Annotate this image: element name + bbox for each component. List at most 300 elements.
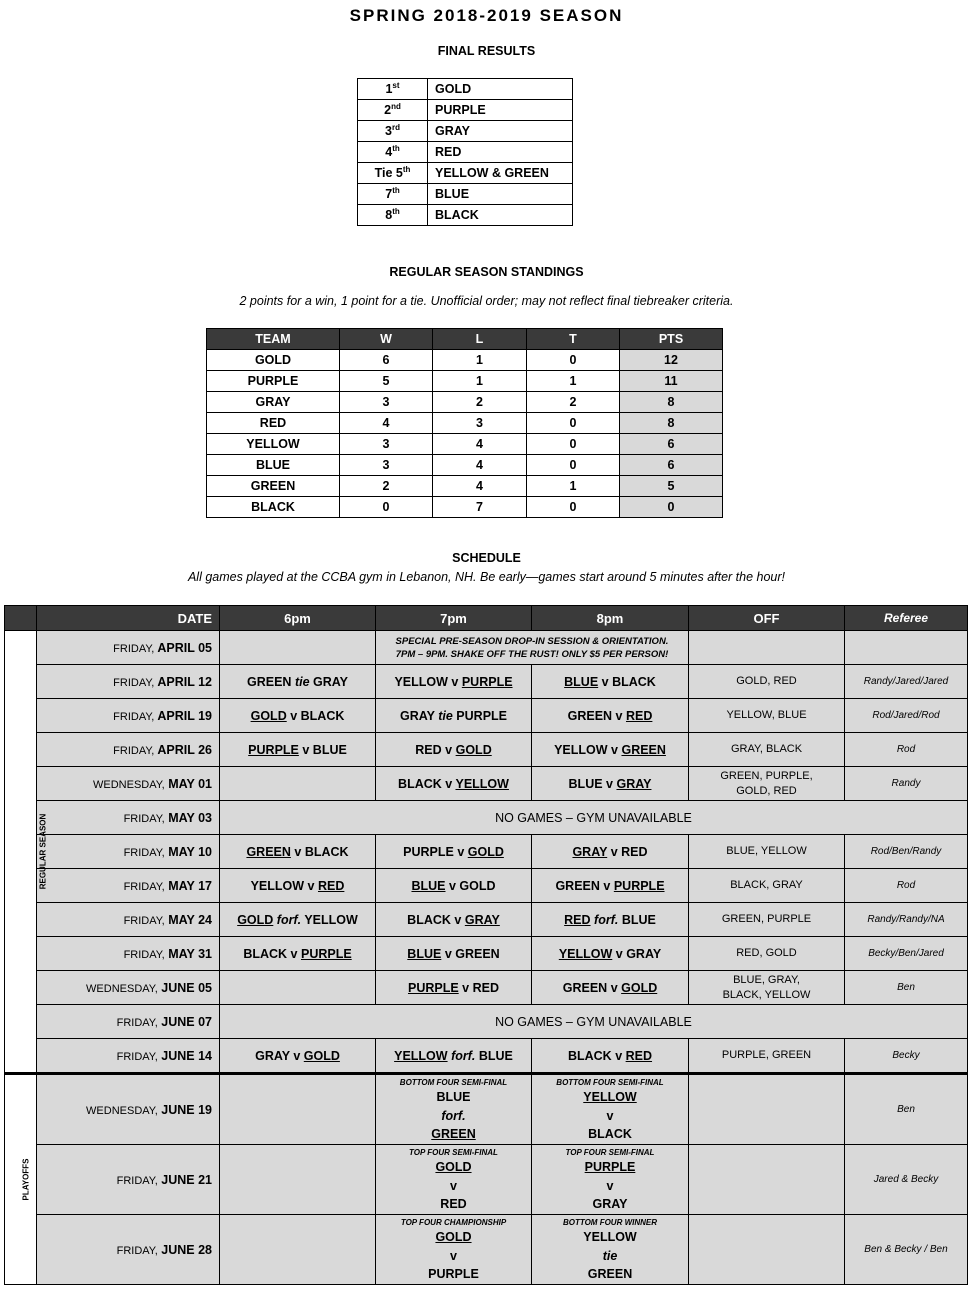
game-separator: v — [450, 1178, 457, 1193]
standings-row — [207, 434, 723, 455]
game-cell-g7 — [376, 699, 532, 733]
team-b: PURPLE — [300, 946, 352, 961]
team-b: BLUE — [478, 1048, 513, 1063]
standings-cell: 3 — [340, 434, 433, 455]
playoff-label: BOTTOM FOUR WINNER — [562, 1218, 658, 1227]
place-cell — [358, 79, 428, 100]
game — [559, 947, 661, 961]
game-separator: v — [611, 742, 618, 757]
game — [403, 845, 504, 859]
standings-cell: 0 — [527, 434, 620, 455]
standings-cell: 1 — [527, 371, 620, 392]
game-separator: forf. — [276, 912, 302, 927]
game-cell-g6 — [220, 835, 376, 869]
team-b: BLUE — [621, 912, 656, 927]
team-a: GRAY — [572, 844, 608, 859]
game-separator: v — [606, 776, 613, 791]
date-cell — [37, 937, 220, 971]
referee-cell: Rod/Ben/Randy — [845, 835, 968, 869]
date-cell — [37, 1215, 220, 1285]
playoff-game — [376, 1145, 531, 1214]
team-a: YELLOW — [394, 674, 448, 689]
team-a: BLUE — [564, 674, 599, 689]
place-cell — [358, 142, 428, 163]
playoff-game-cell-g8 — [532, 1215, 689, 1285]
place-cell — [358, 205, 428, 226]
game — [394, 1049, 513, 1063]
team-b: PURPLE — [461, 674, 513, 689]
place-number: 4 — [385, 145, 393, 159]
standings-row — [207, 455, 723, 476]
schedule-row — [5, 869, 968, 903]
team-cell: BLACK — [428, 205, 573, 226]
team-b: GREEN — [621, 742, 666, 757]
standings-col-header: PTS — [620, 329, 723, 350]
game-date: MAY 10 — [168, 844, 212, 859]
final-result-row — [358, 205, 573, 226]
game-cell-g8 — [532, 903, 689, 937]
date-cell — [37, 1074, 220, 1145]
schedule-row — [5, 767, 968, 801]
team-a: BLUE — [407, 946, 442, 961]
game-separator: v — [462, 980, 470, 995]
team-a: BLACK — [407, 912, 451, 927]
standings-col-header: W — [340, 329, 433, 350]
game-date: APRIL 12 — [157, 674, 212, 689]
game — [407, 913, 500, 927]
standings-row — [207, 476, 723, 497]
schedule-row — [5, 835, 968, 869]
team-b: YELLOW — [304, 912, 358, 927]
game — [563, 981, 657, 995]
place-number: 1 — [385, 82, 393, 96]
team-cell: BLUE — [428, 184, 573, 205]
standings-cell: 3 — [433, 413, 527, 434]
game — [400, 709, 507, 723]
standings-cell: 3 — [340, 392, 433, 413]
game-separator: forf. — [441, 1108, 466, 1123]
day-of-week: FRIDAY, — [116, 1016, 158, 1029]
off-teams-cell: YELLOW, BLUE — [689, 699, 845, 733]
team-a: GOLD — [435, 1230, 472, 1244]
game — [572, 845, 647, 859]
game-separator: v — [307, 878, 315, 893]
team-a: BLACK — [398, 776, 442, 791]
final-result-row — [358, 79, 573, 100]
game-date: JUNE 21 — [161, 1172, 212, 1187]
date-cell — [37, 801, 220, 835]
schedule-table — [4, 605, 968, 1285]
day-of-week: FRIDAY, — [116, 1050, 158, 1063]
referee-cell: Jared & Becky — [845, 1145, 968, 1215]
place-suffix: rd — [391, 122, 400, 132]
standings-cell: 2 — [527, 392, 620, 413]
off-teams-cell: GOLD, RED — [689, 665, 845, 699]
game-separator: v — [290, 946, 298, 961]
team-b: RED — [472, 980, 500, 995]
standings-cell: 0 — [527, 413, 620, 434]
day-of-week: FRIDAY, — [113, 676, 155, 689]
place-number: 2 — [384, 103, 392, 117]
empty-cell — [845, 631, 968, 665]
game-cell-g8 — [532, 971, 689, 1005]
team-a: RED — [564, 912, 591, 927]
game — [554, 743, 666, 757]
date-cell — [37, 699, 220, 733]
team-a: BLUE — [568, 776, 603, 791]
place-suffix: th — [392, 143, 400, 153]
final-result-row — [358, 121, 573, 142]
team-b: GOLD — [455, 742, 492, 757]
standings-table — [206, 328, 723, 518]
schedule-row — [5, 937, 968, 971]
standings-cell: 5 — [340, 371, 433, 392]
off-teams-cell — [689, 767, 845, 801]
game-cell-g8 — [532, 767, 689, 801]
game-date: APRIL 26 — [157, 742, 212, 757]
team-b: PURPLE — [456, 708, 507, 723]
game-separator: v — [615, 1048, 623, 1063]
place-cell — [358, 121, 428, 142]
team-b: BLACK — [300, 708, 345, 723]
off-teams-cell: BLUE, YELLOW — [689, 835, 845, 869]
playoff-label: TOP FOUR SEMI-FINAL — [565, 1148, 655, 1157]
team-a: YELLOW — [583, 1090, 637, 1104]
standings-row — [207, 392, 723, 413]
standings-cell: 6 — [340, 350, 433, 371]
empty-cell — [689, 1215, 845, 1285]
game-cell-g6 — [220, 937, 376, 971]
referee-cell: Randy — [845, 767, 968, 801]
standings-note: 2 points for a win, 1 point for a tie. Unofficial order; may not reflect final tiebreaker criteria. — [239, 294, 734, 308]
empty-cell — [689, 1145, 845, 1215]
game-separator: v — [450, 1248, 457, 1263]
date-cell — [37, 1145, 220, 1215]
off-teams-cell: PURPLE, GREEN — [689, 1039, 845, 1074]
schedule-row — [5, 699, 968, 733]
off-teams-cell: BLACK, GRAY — [689, 869, 845, 903]
standings-cell: BLUE — [207, 455, 340, 476]
col-referee-header: Referee — [845, 606, 968, 631]
team-a: YELLOW — [558, 946, 613, 961]
day-of-week: FRIDAY, — [116, 1244, 158, 1257]
standings-cell: GREEN — [207, 476, 340, 497]
note-line: 7PM – 9PM. SHAKE OFF THE RUST! ONLY $5 PER PERSON! — [395, 648, 669, 660]
game — [569, 777, 652, 791]
standings-cell: 0 — [527, 455, 620, 476]
standings-cell: 8 — [620, 392, 723, 413]
schedule-row — [5, 665, 968, 699]
game-date: JUNE 14 — [161, 1048, 212, 1063]
off-teams-cell: GREEN, PURPLE — [689, 903, 845, 937]
schedule-row — [5, 971, 968, 1005]
schedule-note: All games played at the CCBA gym in Lebanon, NH. Be early—games start around 5 minutes after the hour! — [187, 570, 786, 584]
team-cell: PURPLE — [428, 100, 573, 121]
team-a: GREEN — [247, 674, 292, 689]
team-a: GREEN — [246, 844, 291, 859]
off-teams-cell: GRAY, BLACK — [689, 733, 845, 767]
team-b: GRAY — [616, 776, 652, 791]
date-cell — [37, 631, 220, 665]
game-cell-g7 — [376, 835, 532, 869]
final-results-table — [357, 78, 573, 226]
team-a: YELLOW — [394, 1048, 448, 1063]
standings-cell: 7 — [433, 497, 527, 518]
game-date: MAY 24 — [168, 912, 212, 927]
game-cell-g7 — [376, 869, 532, 903]
team-a: PURPLE — [403, 844, 454, 859]
game-cell-g8 — [532, 835, 689, 869]
day-of-week: FRIDAY, — [123, 812, 165, 825]
game-separator: forf. — [451, 1048, 476, 1063]
standings-cell: 0 — [527, 350, 620, 371]
game — [251, 879, 345, 893]
playoff-game-cell-g7 — [376, 1215, 532, 1285]
standings-cell: 4 — [433, 434, 527, 455]
game-date: JUNE 19 — [161, 1102, 212, 1117]
game-cell-g6 — [220, 733, 376, 767]
referee-cell: Becky/Ben/Jared — [845, 937, 968, 971]
game-separator: v — [302, 742, 310, 757]
playoff-row — [5, 1215, 968, 1285]
team-b: RED — [621, 844, 648, 859]
schedule-row — [5, 1039, 968, 1074]
place-number: 8 — [385, 208, 393, 222]
game-cell-g8 — [532, 869, 689, 903]
standings-cell: 4 — [433, 455, 527, 476]
game-cell-g7 — [376, 971, 532, 1005]
game-date: MAY 17 — [168, 878, 212, 893]
game-separator: v — [610, 980, 618, 995]
team-b: BLACK — [304, 844, 349, 859]
team-a: BLACK — [567, 1048, 612, 1063]
game-separator: v — [454, 912, 462, 927]
place-suffix: th — [392, 206, 400, 216]
game-date: MAY 01 — [168, 776, 212, 791]
game-cell-g6 — [220, 971, 376, 1005]
game-cell-g6 — [220, 903, 376, 937]
game-cell-g7 — [376, 733, 532, 767]
game-cell-g7 — [376, 903, 532, 937]
date-cell — [37, 767, 220, 801]
day-of-week: FRIDAY, — [113, 710, 155, 723]
team-a: BLACK — [243, 946, 288, 961]
game-separator: v — [615, 946, 623, 961]
game — [248, 743, 347, 757]
note-line: SPECIAL PRE-SEASON DROP-IN SESSION & ORIENTATION. — [395, 635, 669, 647]
empty-cell — [689, 631, 845, 665]
standings-cell: GRAY — [207, 392, 340, 413]
playoff-game — [376, 1215, 531, 1284]
referee-cell: Randy/Jared/Jared — [845, 665, 968, 699]
schedule-row — [5, 801, 968, 835]
game-separator: v — [445, 776, 453, 791]
day-of-week: FRIDAY, — [116, 1174, 158, 1187]
team-b: GREEN — [455, 946, 500, 961]
off-line: GREEN, PURPLE, — [720, 769, 813, 782]
place-number: 5 — [395, 166, 403, 180]
team-b: GRAY — [592, 1197, 628, 1211]
standings-cell: 0 — [527, 497, 620, 518]
game — [415, 743, 491, 757]
schedule-row — [5, 631, 968, 665]
game — [237, 913, 358, 927]
standings-row — [207, 497, 723, 518]
game-cell-g7 — [376, 1039, 532, 1074]
date-cell — [37, 1039, 220, 1074]
game-cell-g6 — [220, 767, 376, 801]
section-label: REGULAR SEASON — [38, 813, 48, 890]
game — [407, 947, 499, 961]
team-a: PURPLE — [248, 742, 299, 757]
standings-cell: GOLD — [207, 350, 340, 371]
game-separator: v — [293, 1048, 301, 1063]
standings-col-header: TEAM — [207, 329, 340, 350]
section-label: PLAYOFFS — [21, 1158, 31, 1201]
section-header-blank — [5, 606, 37, 631]
final-result-row — [358, 100, 573, 121]
playoff-game — [532, 1215, 688, 1284]
game — [251, 709, 345, 723]
game-separator: v — [290, 708, 298, 723]
playoff-game — [532, 1075, 688, 1144]
place-cell — [358, 163, 428, 184]
standings-cell: 12 — [620, 350, 723, 371]
team-b: BLACK — [612, 674, 656, 689]
referee-cell: Becky — [845, 1039, 968, 1074]
game — [246, 845, 348, 859]
standings-cell: 3 — [340, 455, 433, 476]
team-b: GOLD — [621, 980, 658, 995]
game-separator: v — [445, 742, 453, 757]
game-separator: v — [451, 674, 459, 689]
game-date: MAY 31 — [168, 946, 212, 961]
team-cell: GOLD — [428, 79, 573, 100]
standings-cell: 8 — [620, 413, 723, 434]
final-results-heading: FINAL RESULTS — [437, 44, 536, 58]
playoff-game-cell-g7 — [376, 1074, 532, 1145]
team-a: BLUE — [411, 878, 446, 893]
team-b: GOLD — [303, 1048, 340, 1063]
day-of-week: WEDNESDAY, — [86, 1104, 158, 1117]
off-line: GOLD, RED — [736, 784, 797, 797]
team-b: PURPLE — [613, 878, 665, 893]
playoff-label: TOP FOUR CHAMPIONSHIP — [400, 1218, 507, 1227]
standings-cell: 1 — [527, 476, 620, 497]
game-separator: forf. — [594, 912, 619, 927]
game — [408, 981, 499, 995]
team-a: GRAY — [255, 1048, 290, 1063]
final-result-row — [358, 163, 573, 184]
referee-cell: Ben — [845, 1074, 968, 1145]
referee-cell: Ben — [845, 971, 968, 1005]
game-separator: v — [610, 844, 618, 859]
team-b: RED — [625, 708, 653, 723]
referee-cell: Randy/Randy/NA — [845, 903, 968, 937]
game-date: JUNE 05 — [161, 980, 212, 995]
team-cell: YELLOW & GREEN — [428, 163, 573, 184]
game-separator: v — [294, 844, 302, 859]
game-separator: v — [606, 1178, 614, 1193]
empty-cell — [220, 1145, 376, 1215]
game-separator: v — [448, 878, 456, 893]
game-cell-g8 — [532, 665, 689, 699]
game — [255, 1049, 340, 1063]
off-line: BLACK, YELLOW — [722, 988, 811, 1001]
col-6pm-header: 6pm — [220, 606, 376, 631]
team-a: YELLOW — [250, 878, 305, 893]
standings-cell: 6 — [620, 434, 723, 455]
standings-cell: RED — [207, 413, 340, 434]
standings-cell: YELLOW — [207, 434, 340, 455]
team-b: YELLOW — [455, 776, 509, 791]
game — [568, 1049, 652, 1063]
playoff-row — [5, 1145, 968, 1215]
game-date: JUNE 07 — [161, 1014, 212, 1029]
col-date-header: DATE — [37, 606, 220, 631]
place-suffix: th — [392, 185, 400, 195]
regular-season-label — [5, 631, 48, 1074]
game — [398, 777, 509, 791]
game-separator: tie — [602, 1248, 618, 1263]
game-cell-g8 — [532, 937, 689, 971]
standings-cell: 11 — [620, 371, 723, 392]
date-cell — [37, 733, 220, 767]
game-separator: tie — [438, 708, 453, 723]
schedule-row — [5, 1005, 968, 1039]
day-of-week: FRIDAY, — [123, 948, 165, 961]
team-a: GOLD — [237, 912, 274, 927]
team-b: GRAY — [464, 912, 500, 927]
empty-cell — [220, 1215, 376, 1285]
standings-row — [207, 371, 723, 392]
standings-cell: 1 — [433, 350, 527, 371]
game-separator: v — [603, 878, 611, 893]
date-cell — [37, 665, 220, 699]
playoff-game — [532, 1145, 688, 1214]
team-a: GOLD — [435, 1160, 472, 1174]
date-cell — [37, 1005, 220, 1039]
team-a: PURPLE — [584, 1160, 636, 1174]
off-teams-cell — [689, 971, 845, 1005]
game-cell-g7 — [376, 665, 532, 699]
playoff-row — [5, 1074, 968, 1145]
tie-prefix: Tie — [374, 166, 396, 180]
team-cell: GRAY — [428, 121, 573, 142]
standings-col-header: T — [527, 329, 620, 350]
team-b: GRAY — [313, 674, 348, 689]
game-separator: v — [457, 844, 465, 859]
team-b: RED — [440, 1197, 467, 1211]
team-b: GRAY — [626, 946, 662, 961]
date-cell — [37, 903, 220, 937]
standings-cell: 2 — [340, 476, 433, 497]
standings-cell: 1 — [433, 371, 527, 392]
game-cell-g8 — [532, 1039, 689, 1074]
team-b: GOLD — [459, 878, 496, 893]
place-suffix: st — [392, 80, 400, 90]
team-a: GREEN — [555, 878, 600, 893]
page-title: SPRING 2018-2019 SEASON — [349, 6, 624, 25]
standings-cell: BLACK — [207, 497, 340, 518]
team-a: PURPLE — [407, 980, 459, 995]
standings-row — [207, 350, 723, 371]
game — [568, 709, 653, 723]
day-of-week: FRIDAY, — [113, 744, 155, 757]
team-b: BLACK — [588, 1127, 632, 1141]
team-a: YELLOW — [583, 1230, 637, 1244]
game-cell-g6 — [220, 1039, 376, 1074]
